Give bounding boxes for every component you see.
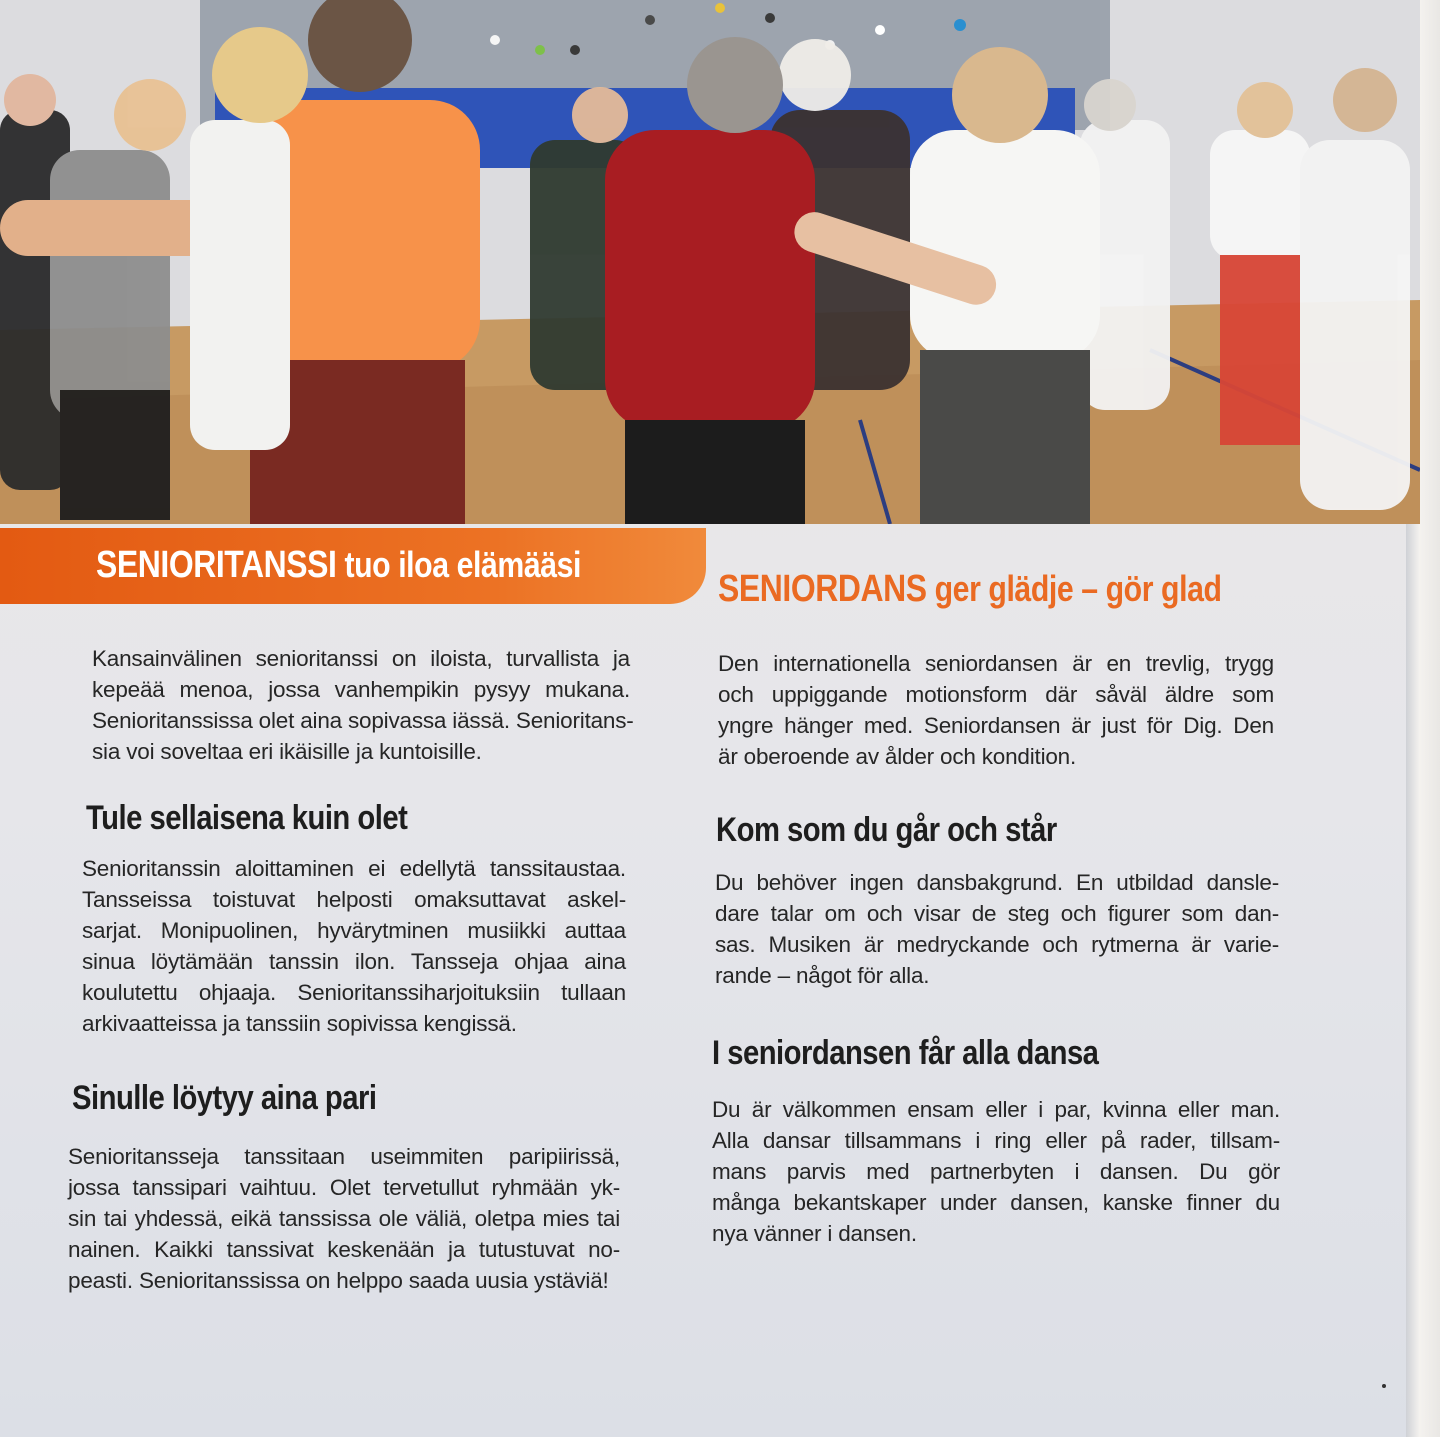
finnish-section-1-line: sarjat. Monipuolinen, hyvärytminen musiikki auttaa	[82, 918, 626, 943]
finnish-section-2-line: sin tai yhdessä, eikä tanssissa ole väliä, oletpa mies tai	[68, 1206, 620, 1231]
swedish-section-1-text	[715, 867, 1279, 991]
finnish-section-1-text	[82, 853, 626, 1039]
finnish-title	[96, 540, 581, 590]
page-speck	[1382, 1384, 1386, 1388]
swedish-section-2-line: Du är välkommen ensam eller i par, kvinna eller man.	[712, 1097, 1280, 1122]
swedish-heading-2: I seniordansen får alla dansa	[712, 1034, 1099, 1072]
swedish-heading-1: Kom som du går och står	[716, 811, 1057, 849]
finnish-intro	[92, 643, 634, 767]
swedish-section-2-line: nya vänner i dansen.	[712, 1221, 917, 1246]
finnish-intro-line: Kansainvälinen senioritanssi on iloista, turvallista ja	[92, 646, 630, 671]
finnish-heading-2: Sinulle löytyy aina pari	[72, 1079, 377, 1117]
finnish-section-1-line: Tansseissa toistuvat helposti omaksuttavat askel-	[82, 887, 626, 912]
swedish-intro-line: är oberoende av ålder och kondition.	[718, 744, 1077, 769]
finnish-section-1-line: Senioritanssin aloittaminen ei edellytä tanssitaustaa.	[82, 856, 626, 881]
finnish-section-1-line: koulutettu ohjaaja. Senioritanssiharjoituksiin tullaan	[82, 980, 626, 1005]
finnish-section-2-line: Senioritansseja tanssitaan useimmiten paripiirissä,	[68, 1144, 620, 1169]
finnish-intro-line: Senioritanssissa olet aina sopivassa iässä. Senioritans-	[92, 708, 634, 733]
finnish-section-2-text	[68, 1141, 620, 1296]
swedish-intro	[718, 648, 1274, 772]
swedish-section-1-line: Du behöver ingen dansbakgrund. En utbildad dansle-	[715, 870, 1279, 895]
swedish-section-2-line: mans parvis med partnerbyten i dansen. Du gör	[712, 1159, 1280, 1184]
swedish-section-1-line: rande – något för alla.	[715, 963, 930, 988]
finnish-intro-line: sia voi soveltaa eri ikäisille ja kuntoisille.	[92, 739, 482, 764]
swedish-intro-line: och uppiggande motionsform där såväl äldre som	[718, 682, 1274, 707]
swedish-intro-line: Den internationella seniordansen är en trevlig, trygg	[718, 651, 1274, 676]
swedish-section-1-line: dare talar om och visar de steg och figurer som dan-	[715, 901, 1279, 926]
finnish-section-2-line: peasti. Senioritanssissa on helppo saada uusia ystäviä!	[68, 1268, 609, 1293]
seniors-dancing-image	[0, 0, 1420, 524]
finnish-section-1-line: arkivaatteissa ja tanssiin sopivissa kengissä.	[82, 1011, 517, 1036]
swedish-section-2-line: många bekantskaper under dansen, kanske finner du	[712, 1190, 1280, 1215]
swedish-title-lead: SENIORDANS	[718, 568, 927, 610]
swedish-title	[718, 564, 1222, 614]
finnish-intro-line: kepeää menoa, jossa vanhempikin pysyy mukana.	[92, 677, 630, 702]
dance-photo	[0, 0, 1420, 524]
swedish-section-2-text	[712, 1094, 1280, 1249]
finnish-section-2-line: nainen. Kaikki tanssivat keskenään ja tutustuvat no-	[68, 1237, 620, 1262]
finnish-title-rest: tuo iloa elämääsi	[336, 544, 582, 585]
swedish-intro-line: yngre hänger med. Seniordansen är just för Dig. Den	[718, 713, 1274, 738]
swedish-title-rest: ger glädje – gör glad	[926, 568, 1222, 609]
finnish-section-1-line: sinua löytämään tanssin ilon. Tansseja ohjaa aina	[82, 949, 626, 974]
finnish-heading-1: Tule sellaisena kuin olet	[86, 799, 408, 837]
swedish-section-1-line: sas. Musiken är medryckande och rytmerna är varie-	[715, 932, 1279, 957]
finnish-title-lead: SENIORITANSSI	[96, 544, 337, 586]
finnish-section-2-line: jossa tanssipari vaihtuu. Olet tervetullut ryhmään yk-	[68, 1175, 620, 1200]
swedish-section-2-line: Alla dansar tillsammans i ring eller på rader, tillsam-	[712, 1128, 1280, 1153]
